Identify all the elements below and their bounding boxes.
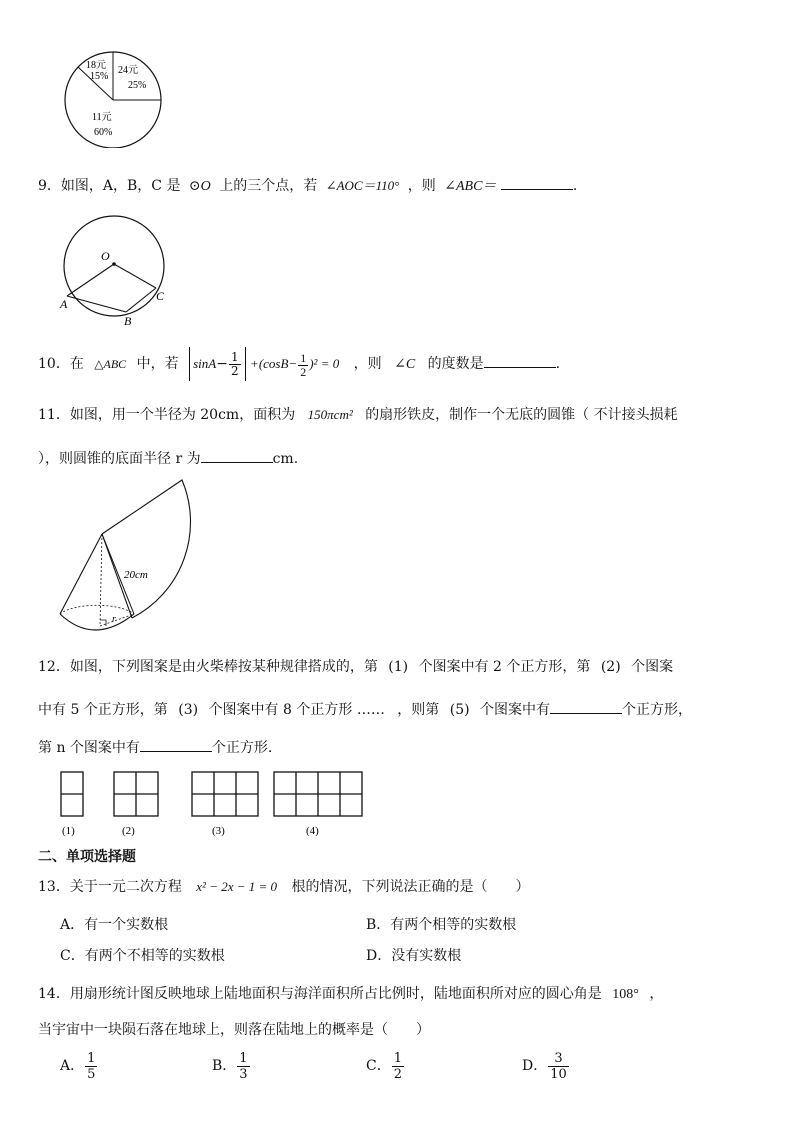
q12-text-b: 个图案中有 2 个正方形，第 [418, 659, 591, 675]
pie-seg3-pct: 60% [94, 127, 113, 138]
q12-text-j: 个正方形. [211, 740, 273, 756]
q13-text-prefix: 13．关于一元二次方程 [38, 879, 182, 895]
q11-text-d: cm. [272, 451, 299, 467]
q12-answer-blank-1[interactable] [550, 699, 622, 714]
section-heading: 二、单项选择题 [38, 849, 136, 865]
q14-option-c[interactable]: C． $\frac{1}{2}$ [366, 1050, 402, 1082]
question-12-line2 [38, 699, 692, 720]
pie-seg2-price: 24元 [118, 65, 138, 76]
question-12-line1 [38, 657, 673, 677]
q14-text-b: ， [649, 986, 664, 1002]
q11-text-b: 的扇形铁皮，制作一个无底的圆锥（ 不计接头损耗 [365, 407, 678, 423]
question-11-line1 [38, 405, 678, 425]
q9-label-C: C [156, 289, 165, 303]
q10-text-prefix: 10．在 [38, 356, 84, 372]
q12-text-a: 12．如图，下列图案是由火柴棒按某种规律搭成的，第 [38, 659, 378, 675]
q12-text-i: 第 n 个图案中有 [38, 740, 140, 756]
q12-caption-4: (4) [306, 825, 319, 837]
q12-caption-1: (1) [62, 825, 75, 837]
q13-option-c[interactable]: C．有两个不相等的实数根 [60, 948, 225, 964]
q9-text-mid: 上的三个点，若 [219, 178, 318, 194]
q9-text-prefix: 9．如图，A，B，C 是 [38, 178, 181, 194]
q11-text-c: ），则圆锥的底面半径 r 为 [38, 451, 201, 467]
q11-label-r: r [112, 614, 116, 625]
q13-option-a[interactable]: A．有一个实数根 [60, 917, 169, 933]
q13-option-b[interactable]: B．有两个相等的实数根 [366, 917, 517, 933]
pie-seg2-pct: 25% [128, 80, 147, 91]
q12-n5: (5) [449, 702, 470, 718]
q13-equation: x² − 2x − 1 = 0 [196, 879, 278, 894]
q14-option-a[interactable]: A． $\frac{1}{5}$ [60, 1050, 96, 1082]
q9-angle-given: ∠AOC＝110° [325, 178, 400, 193]
q11-text-a: 11．如图，用一个半径为 20cm，面积为 [38, 407, 296, 423]
q10-text-tail: 的度数是 [427, 356, 484, 372]
q12-caption-2: (2) [122, 825, 135, 837]
q11-cone-figure [54, 474, 214, 642]
q11-answer-blank[interactable] [201, 448, 273, 463]
q13-text-suffix: 根的情况，下列说法正确的是（ ） [291, 879, 530, 895]
q10-cos-expression: +(cosB− $\frac{1}{2}$ )² = 0 [250, 350, 340, 379]
question-14-line2 [38, 1020, 430, 1040]
q9-text-mid2: ，则 [407, 178, 436, 194]
question-10: 10．在 △ABC 中，若 sinA− $\frac{1}{2}$ +(cosB− $\frac{1}{2}$ )² = 0 ，则 ∠C 的度数是 . [38, 344, 560, 384]
q10-abs-expression: sinA− $\frac{1}{2}$ [189, 347, 246, 381]
q11-area: 150πcm² [307, 407, 353, 422]
q10-triangle: △ABC [94, 357, 127, 371]
q14-option-b[interactable]: B． $\frac{1}{3}$ [212, 1050, 248, 1082]
q9-label-A: A [60, 297, 68, 311]
q12-text-g: 个图案中有 [480, 702, 551, 718]
q13-option-d[interactable]: D．没有实数根 [366, 948, 462, 964]
q10-text-mid: 中，若 [136, 356, 179, 372]
q9-circle-figure [56, 214, 176, 330]
q12-n3: (3) [178, 702, 199, 718]
q9-answer-blank[interactable] [501, 175, 573, 190]
q12-text-e: 个图案中有 8 个正方形 …… [208, 702, 385, 718]
q12-answer-blank-2[interactable] [140, 737, 212, 752]
question-13 [38, 877, 530, 897]
q10-text-then: ，则 [353, 356, 382, 372]
q14-option-d[interactable]: D． $\frac{3}{10}$ [522, 1050, 567, 1082]
q12-caption-3: (3) [212, 825, 225, 837]
q12-matchstick-figures [56, 768, 376, 840]
q12-text-h: 个正方形， [622, 702, 693, 718]
q9-label-O: O [101, 249, 110, 263]
q12-text-c: 个图案 [631, 659, 674, 675]
pie-seg3-price: 11元 [92, 112, 112, 123]
q10-answer-blank[interactable] [484, 353, 556, 368]
q12-n2: (2) [600, 659, 621, 675]
q12-n1: (1) [388, 659, 409, 675]
pie-seg1-pct: 15% [90, 71, 109, 82]
q12-text-d: 中有 5 个正方形，第 [38, 702, 168, 718]
q9-angle-ask: ∠ABC＝ [444, 179, 497, 194]
question-14-line1 [38, 984, 663, 1005]
q14-degree: 108° [612, 987, 639, 1002]
q14-text-a: 14．用扇形统计图反映地球上陆地面积与海洋面积所占比例时，陆地面积所对应的圆心角是 [38, 986, 602, 1002]
question-12-line3 [38, 737, 272, 758]
pie-seg1-price: 18元 [86, 60, 106, 71]
pie-chart-figure [60, 48, 170, 148]
q11-label-radius: 20cm [124, 569, 148, 581]
question-11-line2 [38, 448, 298, 469]
q9-label-B: B [124, 314, 132, 328]
q10-angle-c: ∠C [394, 357, 416, 372]
question-9: 9．如图，A，B，C 是 ⊙O 上的三个点，若 ∠AOC＝110° ，则 ∠ABC＝ . [38, 175, 577, 197]
q14-text-c: 当宇宙中一块陨石落在地球上，则落在陆地上的概率是（ ） [38, 1022, 430, 1038]
q9-circle-o: ⊙O [188, 178, 211, 194]
q12-text-f: ，则第 [397, 702, 440, 718]
